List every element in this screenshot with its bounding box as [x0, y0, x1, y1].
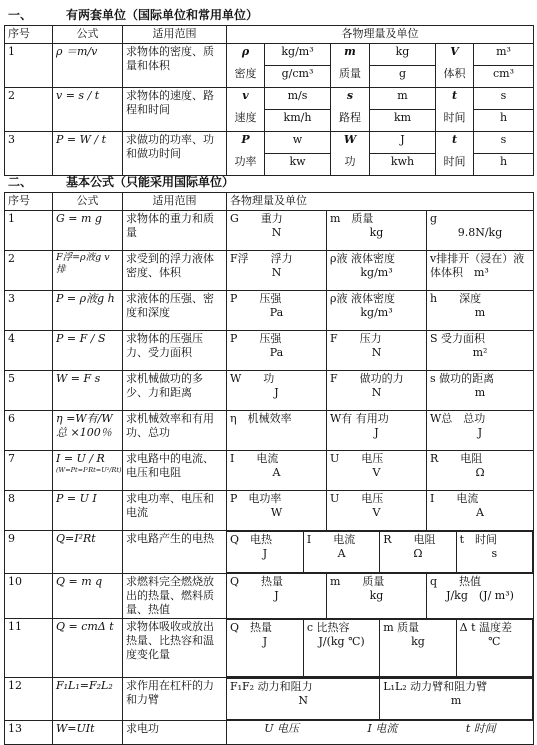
- quantity-label: η 机械效率: [230, 412, 292, 425]
- formula-text: Q=I²Rt: [56, 532, 96, 545]
- quantity-unit: s: [491, 547, 498, 560]
- quantity-unit: N: [371, 386, 382, 399]
- quantity-cell: [227, 291, 327, 331]
- symbol-text: t: [451, 89, 458, 102]
- row-formula: [53, 251, 123, 291]
- quantity-label: F浮 浮力: [230, 252, 293, 265]
- row-number: 8: [5, 491, 53, 531]
- quantity-cell: [327, 574, 427, 619]
- section1-row: [5, 44, 534, 66]
- row-scope: 求电功: [123, 721, 227, 745]
- row-scope: 求电路产生的电热: [123, 531, 227, 574]
- section2-title: 基本公式（只能采用国际单位）: [66, 175, 235, 189]
- quantity-group: [227, 678, 534, 721]
- symbol-text: t: [451, 133, 458, 146]
- quantity-label: v排排开（浸在）液体体积 m³: [430, 252, 525, 279]
- header-units: 各物理量及单位: [227, 26, 534, 44]
- quantity-unit: A: [272, 466, 281, 479]
- quantity-cell: [380, 679, 533, 720]
- quantity-cell: [380, 532, 456, 573]
- formula-text: G = m g: [56, 212, 102, 225]
- header-formula: 公式: [53, 193, 123, 211]
- quantity-unit: kg/m³: [360, 306, 393, 319]
- section1-row: [5, 132, 534, 154]
- quantity-unit: J: [374, 426, 379, 439]
- quantity-cell: [227, 451, 327, 491]
- section2-row: [5, 251, 534, 291]
- quantity-name: 时间: [436, 154, 474, 176]
- quantity-cell: [380, 620, 456, 677]
- quantity-label: Q 热量: [230, 575, 284, 588]
- quantity-cell: [227, 411, 327, 451]
- row-scope: 求物体的压强压力、受力面积: [123, 331, 227, 371]
- quantity-label: Q 电热: [230, 533, 273, 546]
- quantity-cell: [227, 679, 380, 720]
- quantity-unit: V: [372, 506, 381, 519]
- row-scope: 求物体的速度、路程和时间: [123, 88, 227, 132]
- quantity-name: 速度: [227, 110, 265, 132]
- section2-heading: [8, 173, 234, 191]
- unit-international: m: [370, 88, 436, 110]
- unit-common: h: [474, 110, 534, 132]
- row-scope: 求电路中的电流、电压和电阻: [123, 451, 227, 491]
- section2-row: [5, 531, 534, 574]
- quantity-cell: [327, 491, 427, 531]
- header-units: 各物理量及单位: [227, 193, 534, 211]
- section2-row: [5, 211, 534, 251]
- quantity-cell: [427, 371, 534, 411]
- quantity-label: W总 总功: [430, 412, 486, 425]
- quantity-unit: J: [274, 386, 279, 399]
- quantity-cell: [427, 451, 534, 491]
- quantity-label: W 功: [230, 372, 275, 385]
- quantity-label: G 重力: [230, 212, 283, 225]
- unit-international: s: [474, 132, 534, 154]
- row-number: 9: [5, 531, 53, 574]
- quantity-cell: [427, 211, 534, 251]
- quantity-cell: [327, 251, 427, 291]
- header-no: 序号: [5, 193, 53, 211]
- quantity-unit: m: [450, 694, 462, 707]
- row-formula: [53, 619, 123, 678]
- row-number: 1: [5, 44, 53, 88]
- quantity-group: [227, 531, 534, 574]
- unit-international: m/s: [265, 88, 331, 110]
- quantity-unit: N: [298, 694, 308, 707]
- quantity-cell: [427, 331, 534, 371]
- row-formula: v = s / t: [53, 88, 123, 132]
- section2-row: [5, 331, 534, 371]
- row-formula: [53, 291, 123, 331]
- quantity-symbol: [436, 44, 474, 66]
- quantity-label: I 电流: [430, 492, 479, 505]
- quantity-subtable: [227, 678, 533, 720]
- row-number: 1: [5, 211, 53, 251]
- section2-row: [5, 411, 534, 451]
- quantity-label: I 电流: [306, 533, 356, 546]
- formula-text: P = F / S: [56, 332, 106, 345]
- formula-text: P = ρ液g h: [56, 292, 115, 305]
- quantity-label: ρ液 液体密度: [330, 292, 395, 305]
- quantity-unit: N: [371, 346, 382, 359]
- quantity-symbol: [436, 88, 474, 110]
- quantity-cell: [327, 291, 427, 331]
- unit-common: km/h: [265, 110, 331, 132]
- quantity-label: q 热值: [430, 575, 482, 588]
- symbol-text: ρ: [241, 45, 250, 58]
- row-number: 2: [5, 251, 53, 291]
- quantity-label: S 受力面积: [430, 332, 486, 345]
- quantity-label: m 质量: [383, 621, 420, 634]
- quantity-label: Q 热量: [230, 621, 273, 634]
- quantity-label: W有 有用功: [330, 412, 389, 425]
- header-formula: 公式: [53, 26, 123, 44]
- row-scope: 求物体吸收或放出热量、比热容和温度变化量: [123, 619, 227, 678]
- row-formula: [53, 371, 123, 411]
- quantity-label: U 电压: [330, 492, 384, 505]
- quantity-label: F 压力: [330, 332, 382, 345]
- quantity-unit: Ω: [475, 466, 485, 479]
- quantity-cell: [427, 411, 534, 451]
- formula-text: P = U I: [56, 492, 97, 505]
- quantity-cell: [227, 211, 327, 251]
- row-formula: [53, 721, 123, 745]
- quantity-unit: Pa: [269, 346, 284, 359]
- quantity-unit: J: [262, 547, 268, 560]
- quantity-symbol: [331, 88, 370, 110]
- quantity-label: c 比热容: [306, 621, 350, 634]
- quantity-cell: [456, 532, 532, 573]
- section2-row: [5, 491, 534, 531]
- row-formula: [53, 531, 123, 574]
- quantity-label: F 做功的力: [330, 372, 404, 385]
- section2-header-row: [5, 193, 534, 211]
- quantity-unit: 9.8N/kg: [457, 226, 503, 239]
- row-scope: 求机械效率和有用功、总功: [123, 411, 227, 451]
- row-number: 7: [5, 451, 53, 491]
- quantity-group: [227, 721, 534, 745]
- row-formula: [53, 211, 123, 251]
- quantity-unit: ℃: [488, 635, 501, 648]
- symbol-text: v: [242, 89, 249, 102]
- row-scope: 求燃料完全燃烧放出的热量、燃料质量、热值: [123, 574, 227, 619]
- row-number: 4: [5, 331, 53, 371]
- quantity-label: ρ液 液体密度: [330, 252, 395, 265]
- quantity-unit: Pa: [269, 306, 284, 319]
- row-scope: 求作用在杠杆的力和力臂: [123, 678, 227, 721]
- quantity-unit: N: [271, 226, 282, 239]
- unit-common: km: [370, 110, 436, 132]
- quantity-cell: [227, 574, 327, 619]
- row-number: 5: [5, 371, 53, 411]
- quantity-symbol: [331, 44, 370, 66]
- quantity-cell: [427, 291, 534, 331]
- formula-text: W=UIt: [56, 722, 95, 735]
- row-scope: 求液体的压强、密度和深度: [123, 291, 227, 331]
- section2-row: [5, 371, 534, 411]
- row-formula: [53, 451, 123, 491]
- quantity-label: Δ t 温度差: [459, 621, 512, 634]
- formula-text: Q = cmΔ t: [56, 620, 114, 633]
- quantity-name: 功: [331, 154, 370, 176]
- section2-row: [5, 678, 534, 721]
- quantity-group: [227, 619, 534, 678]
- quantity-unit: J: [477, 426, 483, 439]
- section2-table: [4, 192, 534, 745]
- row-scope: 求做功的功率、功和做功时间: [123, 132, 227, 176]
- quantity-unit: J/(kg ℃): [318, 635, 365, 648]
- row-number: 10: [5, 574, 53, 619]
- quantity-name: 质量: [331, 66, 370, 88]
- quantity-symbol: [436, 132, 474, 154]
- quantity-cell: [327, 451, 427, 491]
- quantity-cell: [427, 251, 534, 291]
- row-number: 6: [5, 411, 53, 451]
- quantity-cell: [303, 620, 379, 677]
- unit-common: kwh: [370, 154, 436, 176]
- section2-row: [5, 619, 534, 678]
- formula-text: η =W有/W总 ×100％: [56, 412, 113, 439]
- quantity-label: I 电流: [230, 452, 279, 465]
- quantity-label: F₁F₂ 动力和阻力: [230, 680, 313, 693]
- section2-number: 二、: [8, 175, 33, 189]
- quantity-cell: [227, 371, 327, 411]
- symbol-text: W: [343, 133, 357, 146]
- quantity-name: 路程: [331, 110, 370, 132]
- quantity-label: h 深度: [430, 292, 482, 305]
- section2-row: [5, 291, 534, 331]
- unit-common: g/cm³: [265, 66, 331, 88]
- quantity-cell: [303, 532, 379, 573]
- quantity-symbol: [227, 88, 265, 110]
- formula-note: (W=Pt=I²Rt=U²/Rt): [56, 466, 122, 474]
- section2-row: [5, 721, 534, 745]
- row-number: 2: [5, 88, 53, 132]
- quantity-symbol: [227, 44, 265, 66]
- unit-common: h: [474, 154, 534, 176]
- quantity-name: 体积: [436, 66, 474, 88]
- quantity-unit: kg: [369, 589, 384, 602]
- quantity-label: t 时间: [465, 722, 496, 735]
- symbol-text: V: [450, 45, 459, 58]
- quantity-unit: A: [476, 506, 484, 519]
- row-number: 3: [5, 291, 53, 331]
- formula-text: W = F s: [56, 372, 101, 385]
- quantity-cell: [427, 491, 534, 531]
- unit-international: J: [370, 132, 436, 154]
- section1-heading: [8, 6, 258, 24]
- quantity-label: m 质量: [330, 575, 385, 588]
- quantity-cell: [227, 620, 303, 677]
- section2-row: [5, 574, 534, 619]
- quantity-unit: J/kg (J/ m³): [446, 589, 514, 602]
- row-number: 3: [5, 132, 53, 176]
- symbol-text: P: [241, 133, 250, 146]
- section1-header-row: [5, 26, 534, 44]
- quantity-label: L₁L₂ 动力臂和阻力臂: [383, 680, 488, 693]
- quantity-cell: [427, 574, 534, 619]
- row-formula: [53, 678, 123, 721]
- row-formula: [53, 331, 123, 371]
- row-scope: 求物体的密度、质量和体积: [123, 44, 227, 88]
- header-scope: 适用范围: [123, 26, 227, 44]
- quantity-label: t 时间: [459, 533, 498, 546]
- row-number: 11: [5, 619, 53, 678]
- quantity-cell: [227, 251, 327, 291]
- quantity-label: P 电功率: [230, 492, 282, 505]
- quantity-subrow: [227, 620, 533, 677]
- quantity-cell: [327, 371, 427, 411]
- quantity-unit: N: [271, 266, 282, 279]
- quantity-unit: m: [474, 306, 486, 319]
- quantity-subrow: [227, 532, 533, 573]
- quantity-cell: [327, 411, 427, 451]
- quantity-cell: [227, 331, 327, 371]
- row-formula: [53, 411, 123, 451]
- quantity-unit: W: [270, 506, 283, 519]
- quantity-label: R 电阻: [383, 533, 436, 546]
- quantity-label: P 压强: [230, 292, 282, 305]
- formula-text: F₁L₁=F₂L₂: [56, 679, 113, 692]
- quantity-unit: kg: [369, 226, 384, 239]
- header-scope: 适用范围: [123, 193, 227, 211]
- formula-text: I = U / R: [56, 452, 105, 465]
- quantity-symbol: [331, 132, 370, 154]
- quantity-unit: m²: [472, 346, 488, 359]
- quantity-unit: Ω: [413, 547, 423, 560]
- section1-number: 一、: [8, 8, 33, 22]
- header-no: 序号: [5, 26, 53, 44]
- formula-text: F浮=ρ液g v排: [56, 252, 110, 275]
- row-scope: 求受到的浮力液体密度、体积: [123, 251, 227, 291]
- unit-international: kg: [370, 44, 436, 66]
- row-formula: P = W / t: [53, 132, 123, 176]
- quantity-name: 功率: [227, 154, 265, 176]
- row-scope: 求物体的重力和质量: [123, 211, 227, 251]
- symbol-text: s: [346, 89, 354, 102]
- unit-common: kw: [265, 154, 331, 176]
- quantity-cell: [327, 331, 427, 371]
- quantity-label: g: [430, 212, 438, 225]
- row-formula: [53, 491, 123, 531]
- quantity-label: I 电流: [367, 722, 398, 735]
- row-scope: 求电功率、电压和电流: [123, 491, 227, 531]
- section1-title: 有两套单位（国际单位和常用单位）: [66, 8, 259, 22]
- section2-row: [5, 451, 534, 491]
- unit-international: w: [265, 132, 331, 154]
- quantity-cell: [227, 491, 327, 531]
- formula-text: Q = m q: [56, 575, 103, 588]
- row-number: 13: [5, 721, 53, 745]
- row-formula: ρ ＝m/v: [53, 44, 123, 88]
- quantity-subtable: [227, 619, 533, 677]
- quantity-subrow: [227, 679, 533, 720]
- quantity-name: 时间: [436, 110, 474, 132]
- unit-common: g: [370, 66, 436, 88]
- quantity-unit: kg: [411, 635, 425, 648]
- quantity-label: s 做功的距离: [430, 372, 495, 385]
- quantity-subtable: [227, 531, 533, 573]
- quantity-name: 密度: [227, 66, 265, 88]
- quantity-unit: J: [274, 589, 279, 602]
- quantity-label: U 电压: [264, 722, 300, 735]
- unit-international: kg/m³: [265, 44, 331, 66]
- row-scope: 求机械做功的多少、力和距离: [123, 371, 227, 411]
- section1-table: [4, 25, 534, 176]
- quantity-label: R 电阻: [430, 452, 483, 465]
- quantity-label: P 压强: [230, 332, 282, 345]
- quantity-unit: kg/m³: [360, 266, 393, 279]
- symbol-text: m: [344, 45, 356, 58]
- quantity-cell: [227, 532, 303, 573]
- quantity-unit: V: [372, 466, 381, 479]
- quantity-label: m 质量: [330, 212, 374, 225]
- quantity-unit: J: [262, 635, 268, 648]
- quantity-unit: m: [474, 386, 486, 399]
- quantity-unit: A: [337, 547, 346, 560]
- row-number: 12: [5, 678, 53, 721]
- quantity-cell: [327, 211, 427, 251]
- unit-international: m³: [474, 44, 534, 66]
- quantity-cell: [456, 620, 532, 677]
- unit-common: cm³: [474, 66, 534, 88]
- quantity-label: U 电压: [330, 452, 384, 465]
- quantity-list: [230, 722, 530, 736]
- row-formula: [53, 574, 123, 619]
- unit-international: s: [474, 88, 534, 110]
- quantity-symbol: [227, 132, 265, 154]
- section1-row: [5, 88, 534, 110]
